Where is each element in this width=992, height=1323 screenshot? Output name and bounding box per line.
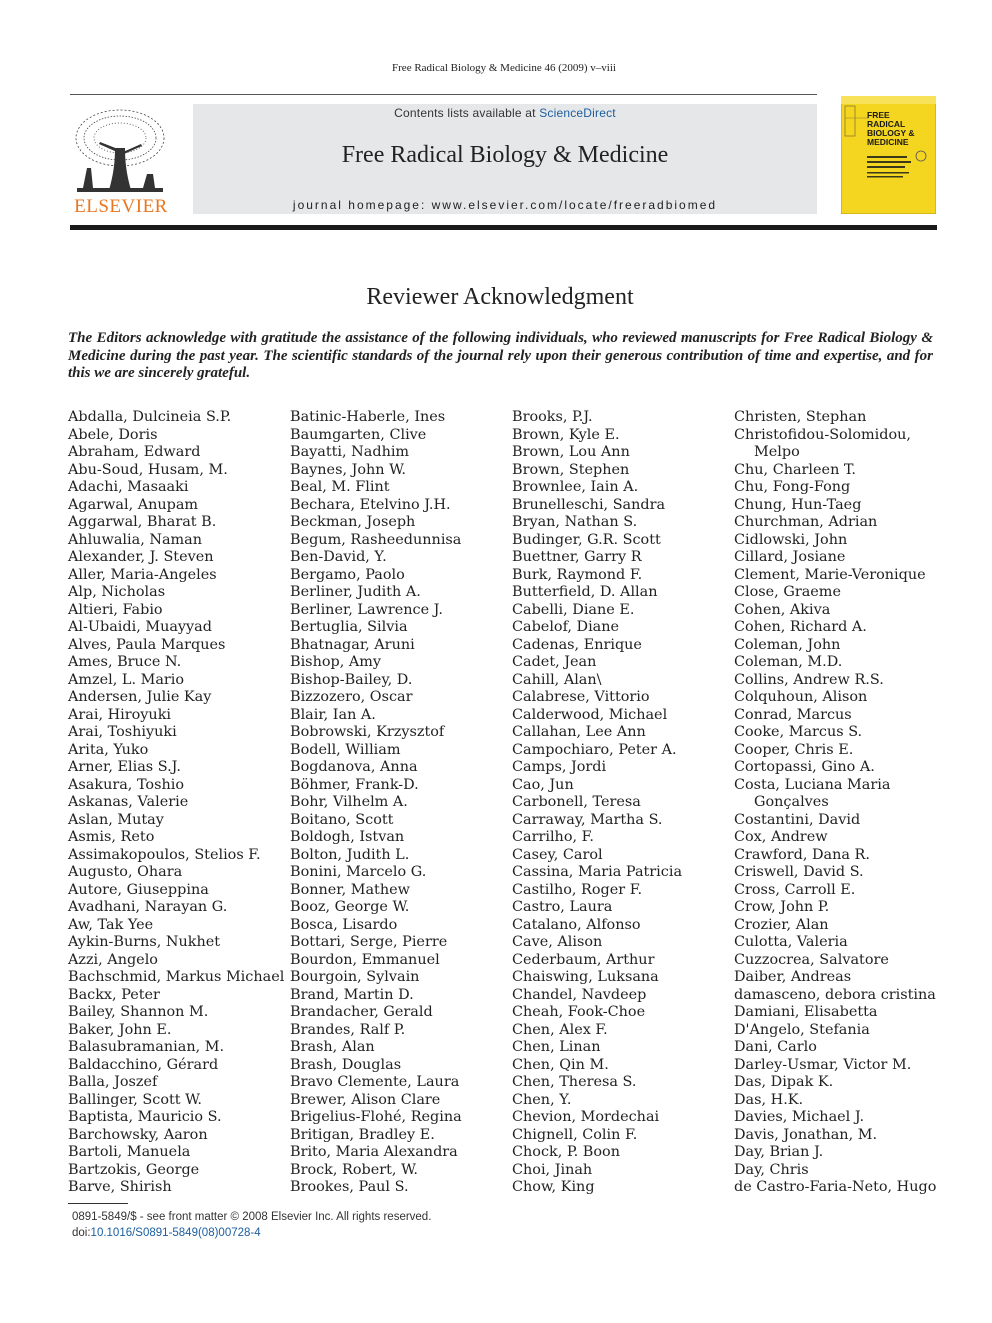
reviewer-name: Ahluwalia, Naman bbox=[68, 531, 203, 548]
reviewer-name: Brand, Martin D. bbox=[290, 986, 414, 1003]
reviewer-name: Callahan, Lee Ann bbox=[512, 724, 646, 740]
reviewer-name: D'Angelo, Stefania bbox=[734, 1021, 870, 1038]
reviewer-name: Baynes, John W. bbox=[290, 461, 406, 478]
reviewer-name: Christen, Stephan bbox=[734, 409, 867, 425]
reviewer-name: Baumgarten, Clive bbox=[290, 426, 427, 443]
reviewer-name: Asakura, Toshio bbox=[68, 776, 185, 793]
reviewer-name: Brooks, P.J. bbox=[512, 409, 593, 425]
reviewer-name: Cassina, Maria Patricia bbox=[512, 864, 683, 880]
reviewer-name: Assimakopoulos, Stelios F. bbox=[68, 846, 261, 863]
reviewer-name: Brown, Lou Ann bbox=[512, 444, 630, 460]
reviewer-name: Burk, Raymond F. bbox=[512, 566, 643, 583]
reviewer-name: Backx, Peter bbox=[68, 986, 160, 1003]
reviewer-name: Cillard, Josiane bbox=[734, 549, 846, 565]
reviewer-name: Chen, Theresa S. bbox=[512, 1074, 637, 1090]
reviewer-name: Bourgoin, Sylvain bbox=[290, 969, 420, 985]
reviewer-name: Alexander, J. Steven bbox=[68, 549, 214, 565]
reviewer-name: Brito, Maria Alexandra bbox=[290, 1144, 458, 1160]
reviewer-name: Bishop, Amy bbox=[290, 654, 382, 670]
reviewer-name: Avadhani, Narayan G. bbox=[68, 899, 228, 915]
reviewer-name: Cahill, Alan\ bbox=[512, 671, 602, 688]
contents-line bbox=[193, 106, 817, 120]
reviewer-name: Ballinger, Scott W. bbox=[68, 1091, 202, 1108]
reviewer-name: Baldacchino, Gérard bbox=[68, 1056, 219, 1073]
reviewer-name: Al-Ubaidi, Muayyad bbox=[68, 619, 212, 635]
reviewer-name: damasceno, debora cristina bbox=[734, 986, 936, 1003]
reviewer-name: Choi, Jinah bbox=[512, 1161, 593, 1178]
reviewer-name: Bravo Clemente, Laura bbox=[290, 1074, 460, 1090]
reviewer-name: Aw, Tak Yee bbox=[68, 916, 154, 933]
reviewer-name: Booz, George W. bbox=[290, 899, 410, 915]
reviewer-name: Ames, Bruce N. bbox=[68, 654, 182, 670]
reviewer-name: Bonini, Marcelo G. bbox=[290, 864, 427, 880]
reviewer-name: Balla, Joszef bbox=[68, 1074, 158, 1090]
journal-cover-thumbnail bbox=[841, 96, 936, 214]
reviewer-name: Gonçalves bbox=[754, 794, 829, 810]
reviewer-name: Aslan, Mutay bbox=[68, 811, 164, 828]
reviewer-name: Berliner, Lawrence J. bbox=[290, 601, 443, 618]
reviewer-name: Conrad, Marcus bbox=[734, 706, 852, 723]
copyright-line: 0891-5849/$ - see front matter © 2008 Elsevier Inc. All rights reserved. bbox=[72, 1211, 432, 1223]
reviewer-name: Davis, Jonathan, M. bbox=[734, 1126, 878, 1143]
reviewer-name: Brock, Robert, W. bbox=[290, 1161, 418, 1178]
doi-link[interactable]: 10.1016/S0891-5849(08)00728-4 bbox=[90, 1227, 261, 1239]
reviewer-name: Chu, Charleen T. bbox=[734, 461, 856, 478]
reviewer-name: Arita, Yuko bbox=[68, 741, 149, 758]
journal-title: Free Radical Biology & Medicine bbox=[341, 142, 669, 168]
reviewer-name: Brownlee, Iain A. bbox=[512, 479, 639, 495]
reviewer-name: Agarwal, Anupam bbox=[68, 496, 199, 513]
reviewer-name: Bonner, Mathew bbox=[290, 881, 410, 898]
reviewer-name: Böhmer, Frank-D. bbox=[290, 776, 419, 793]
reviewer-name: Augusto, Ohara bbox=[68, 864, 183, 880]
reviewer-name: Chen, Qin M. bbox=[512, 1056, 609, 1073]
reviewer-name: Castilho, Roger F. bbox=[512, 881, 643, 898]
reviewer-name: Carrilho, F. bbox=[512, 829, 594, 845]
cover-title-line: BIOLOGY & bbox=[867, 128, 915, 138]
reviewer-name: Chen, Y. bbox=[512, 1091, 572, 1108]
reviewer-name: Day, Chris bbox=[734, 1161, 809, 1178]
reviewer-name: Budinger, G.R. Scott bbox=[512, 531, 661, 548]
reviewer-name: Cross, Carroll E. bbox=[734, 881, 856, 898]
reviewer-name: Brown, Stephen bbox=[512, 461, 630, 478]
reviewer-name: Bartzokis, George bbox=[68, 1161, 200, 1178]
reviewer-name: Abu-Soud, Husam, M. bbox=[68, 461, 228, 478]
reviewer-name: Brewer, Alison Clare bbox=[290, 1091, 441, 1108]
reviewer-name: Barchowsky, Aaron bbox=[68, 1126, 208, 1143]
reviewer-name: Cohen, Richard A. bbox=[734, 619, 867, 635]
reviewer-name: Chaiswing, Luksana bbox=[512, 969, 659, 985]
contents-prefix: Contents lists available at bbox=[394, 106, 540, 120]
reviewer-name: Brigelius-Flohé, Regina bbox=[290, 1109, 462, 1125]
reviewer-name: Dani, Carlo bbox=[734, 1039, 817, 1055]
reviewer-name: Chen, Alex F. bbox=[512, 1021, 608, 1038]
reviewer-name: Churchman, Adrian bbox=[734, 514, 878, 530]
reviewer-name: Bizzozero, Oscar bbox=[290, 689, 413, 705]
reviewer-name: Boldogh, Istvan bbox=[290, 829, 405, 845]
reviewer-name: Autore, Giuseppina bbox=[68, 881, 209, 898]
reviewer-name: Colquhoun, Alison bbox=[734, 689, 868, 705]
reviewer-name: Chu, Fong-Fong bbox=[734, 479, 851, 495]
reviewer-name: Bachschmid, Markus Michael bbox=[68, 969, 285, 985]
reviewer-name: Daiber, Andreas bbox=[734, 969, 852, 985]
header-rule bbox=[70, 94, 817, 95]
reviewer-name: Beckman, Joseph bbox=[290, 514, 416, 530]
reviewer-name: Britigan, Bradley E. bbox=[290, 1126, 435, 1143]
reviewer-name: Camps, Jordi bbox=[512, 759, 607, 775]
reviewer-name: Chignell, Colin F. bbox=[512, 1126, 638, 1143]
reviewer-name: Abraham, Edward bbox=[68, 444, 201, 460]
reviewer-name: Balasubramanian, M. bbox=[68, 1039, 225, 1055]
reviewer-name: Chen, Linan bbox=[512, 1039, 601, 1055]
reviewer-name: Brown, Kyle E. bbox=[512, 426, 620, 443]
reviewer-name: Arai, Toshiyuki bbox=[68, 724, 177, 740]
reviewer-name: Carbonell, Teresa bbox=[512, 794, 641, 810]
footer bbox=[72, 1209, 431, 1241]
reviewer-name: Das, Dipak K. bbox=[734, 1074, 834, 1090]
reviewer-name: Culotta, Valeria bbox=[734, 934, 848, 950]
reviewer-name: Alp, Nicholas bbox=[68, 584, 166, 600]
reviewer-name: Clement, Marie-Veronique bbox=[734, 566, 926, 583]
reviewer-name: Cidlowski, John bbox=[734, 531, 848, 548]
reviewer-name: Bohr, Vilhelm A. bbox=[290, 794, 408, 810]
reviewer-name: Calabrese, Vittorio bbox=[512, 689, 650, 705]
reviewer-name: Bolton, Judith L. bbox=[290, 846, 410, 863]
reviewer-name: Bryan, Nathan S. bbox=[512, 514, 638, 530]
reviewer-name: Christofidou-Solomidou, bbox=[734, 426, 911, 443]
reviewer-name: Chock, P. Boon bbox=[512, 1144, 620, 1160]
reviewer-name: Baker, John E. bbox=[68, 1021, 172, 1038]
reviewer-name: Damiani, Elisabetta bbox=[734, 1004, 878, 1020]
reviewer-name: Ben-David, Y. bbox=[290, 549, 387, 565]
reviewer-name: Alves, Paula Marques bbox=[68, 636, 226, 653]
reviewer-name: Amzel, L. Mario bbox=[68, 671, 185, 688]
reviewer-name: Abele, Doris bbox=[68, 426, 158, 443]
reviewer-name: de Castro-Faria-Neto, Hugo bbox=[734, 1179, 937, 1195]
reviewer-name: Buettner, Garry R bbox=[512, 549, 642, 565]
reviewer-name: Collins, Andrew R.S. bbox=[734, 671, 884, 688]
intro-paragraph: The Editors acknowledge with gratitude the assistance of the following individuals, who reviewed manuscripts for Free Radical Biology & Medicine during the past year. The scientific standards of the journal rely upon their generous contribution of time and expertise, and for this we are sincerely grateful. bbox=[68, 330, 933, 381]
reviewer-name: Day, Brian J. bbox=[734, 1144, 824, 1160]
doi-line bbox=[72, 1225, 431, 1241]
reviewer-name: Bergamo, Paolo bbox=[290, 566, 405, 583]
reviewer-name: Asmis, Reto bbox=[68, 829, 155, 845]
reviewer-name: Azzi, Angelo bbox=[68, 951, 158, 968]
reviewer-name: Calderwood, Michael bbox=[512, 706, 668, 723]
reviewer-name: Coleman, John bbox=[734, 636, 841, 653]
reviewer-name: Barve, Shirish bbox=[68, 1179, 172, 1195]
reviewer-name: Cox, Andrew bbox=[734, 829, 828, 845]
reviewer-name: Bayatti, Nadhim bbox=[290, 444, 410, 460]
reviewer-name: Bourdon, Emmanuel bbox=[290, 951, 440, 968]
header-thick-rule bbox=[70, 225, 937, 230]
reviewer-name: Darley-Usmar, Victor M. bbox=[734, 1056, 912, 1073]
reviewer-name: Batinic-Haberle, Ines bbox=[290, 409, 446, 425]
sciencedirect-link[interactable]: ScienceDirect bbox=[539, 106, 616, 120]
reviewer-name: Adachi, Masaaki bbox=[68, 479, 189, 495]
reviewer-name: Beal, M. Flint bbox=[290, 479, 390, 495]
reviewer-name: Cave, Alison bbox=[512, 934, 603, 950]
reviewer-name: Begum, Rasheedunnisa bbox=[290, 531, 462, 548]
elsevier-wordmark: ELSEVIER bbox=[74, 196, 168, 217]
reviewer-name: Cadet, Jean bbox=[512, 654, 597, 670]
reviewer-name: Chevion, Mordechai bbox=[512, 1109, 660, 1125]
reviewer-name: Cortopassi, Gino A. bbox=[734, 759, 875, 775]
reviewer-name: Boitano, Scott bbox=[290, 811, 394, 828]
footer-rule bbox=[68, 1203, 128, 1204]
reviewer-name: Arai, Hiroyuki bbox=[68, 706, 172, 723]
doi-prefix: doi: bbox=[72, 1227, 91, 1239]
reviewer-name: Andersen, Julie Kay bbox=[68, 689, 212, 705]
reviewer-name: Das, H.K. bbox=[734, 1091, 804, 1108]
reviewer-name: Baptista, Mauricio S. bbox=[68, 1109, 222, 1125]
reviewer-name: Cederbaum, Arthur bbox=[512, 951, 655, 968]
reviewer-name: Cadenas, Enrique bbox=[512, 636, 642, 653]
reviewer-name: Catalano, Alfonso bbox=[512, 916, 641, 933]
reviewer-name: Brookes, Paul S. bbox=[290, 1179, 409, 1195]
reviewer-name: Cheah, Fook-Choe bbox=[512, 1004, 646, 1020]
reviewer-name: Butterfield, D. Allan bbox=[512, 584, 658, 600]
reviewer-name: Bogdanova, Anna bbox=[290, 759, 418, 775]
cover-title-line: FREE bbox=[867, 110, 890, 120]
reviewer-name: Chow, King bbox=[512, 1179, 595, 1195]
reviewer-name: Askanas, Valerie bbox=[68, 794, 189, 810]
reviewer-name: Crawford, Dana R. bbox=[734, 846, 870, 863]
reviewer-name: Coleman, M.D. bbox=[734, 654, 843, 670]
reviewer-name: Chung, Hun-Taeg bbox=[734, 496, 862, 513]
reviewer-name: Brandacher, Gerald bbox=[290, 1004, 433, 1020]
reviewer-name: Aggarwal, Bharat B. bbox=[68, 514, 217, 530]
reviewer-name: Brash, Douglas bbox=[290, 1056, 402, 1073]
reviewer-name: Cohen, Akiva bbox=[734, 601, 831, 618]
reviewer-name: Chandel, Navdeep bbox=[512, 986, 647, 1003]
reviewer-name: Bodell, William bbox=[290, 741, 401, 758]
reviewer-column-4 bbox=[734, 409, 936, 1197]
reviewer-name: Close, Graeme bbox=[734, 584, 841, 600]
reviewer-name: Bottari, Serge, Pierre bbox=[290, 934, 448, 950]
running-head: Free Radical Biology & Medicine 46 (2009) v–viii bbox=[392, 62, 616, 74]
reviewer-name: Cooper, Chris E. bbox=[734, 741, 854, 758]
reviewer-name: Melpo bbox=[754, 444, 800, 460]
reviewer-column-2 bbox=[290, 409, 462, 1197]
reviewer-name: Crow, John P. bbox=[734, 899, 830, 915]
reviewer-name: Davies, Michael J. bbox=[734, 1109, 865, 1125]
reviewer-name: Bhatnagar, Aruni bbox=[290, 636, 415, 653]
reviewer-name: Criswell, David S. bbox=[734, 864, 864, 880]
reviewer-name: Bosca, Lisardo bbox=[290, 916, 398, 933]
reviewer-name: Brandes, Ralf P. bbox=[290, 1021, 406, 1038]
reviewer-name: Bishop-Bailey, D. bbox=[290, 671, 413, 688]
reviewer-name: Altieri, Fabio bbox=[68, 601, 163, 618]
reviewer-name: Casey, Carol bbox=[512, 846, 603, 863]
journal-homepage[interactable]: journal homepage: www.elsevier.com/locate/freeradbiomed bbox=[292, 198, 718, 212]
reviewer-name: Cabelli, Diane E. bbox=[512, 601, 635, 618]
cover-title-line: MEDICINE bbox=[867, 137, 909, 147]
page-title: Reviewer Acknowledgment bbox=[366, 284, 634, 310]
reviewer-name: Bertuglia, Silvia bbox=[290, 619, 408, 635]
reviewer-name: Abdalla, Dulcineia S.P. bbox=[68, 409, 232, 425]
reviewer-name: Cuzzocrea, Salvatore bbox=[734, 951, 889, 968]
reviewer-name: Castro, Laura bbox=[512, 899, 613, 915]
reviewer-name: Carraway, Martha S. bbox=[512, 811, 663, 828]
reviewer-name: Costa, Luciana Maria bbox=[734, 776, 891, 793]
reviewer-name: Cooke, Marcus S. bbox=[734, 724, 863, 740]
reviewer-name: Bailey, Shannon M. bbox=[68, 1004, 209, 1020]
reviewer-name: Costantini, David bbox=[734, 811, 861, 828]
reviewer-name: Bobrowski, Krzysztof bbox=[290, 724, 445, 740]
reviewer-name: Brunelleschi, Sandra bbox=[512, 496, 666, 513]
reviewer-name: Campochiaro, Peter A. bbox=[512, 741, 677, 758]
reviewer-name: Aykin-Burns, Nukhet bbox=[68, 934, 221, 950]
reviewer-name: Berliner, Judith A. bbox=[290, 584, 421, 600]
reviewer-name: Cabelof, Diane bbox=[512, 619, 620, 635]
reviewer-name: Cao, Jun bbox=[512, 776, 574, 793]
reviewer-name: Bartoli, Manuela bbox=[68, 1144, 191, 1160]
reviewer-column-1 bbox=[68, 409, 284, 1197]
reviewer-name: Bechara, Etelvino J.H. bbox=[290, 496, 451, 513]
reviewer-name: Crozier, Alan bbox=[734, 916, 829, 933]
reviewer-column-3 bbox=[512, 409, 682, 1197]
reviewer-name: Blair, Ian A. bbox=[290, 706, 376, 723]
cover-title-line: RADICAL bbox=[867, 119, 906, 129]
reviewer-name: Arner, Elias S.J. bbox=[68, 759, 181, 775]
reviewer-name: Brash, Alan bbox=[290, 1039, 375, 1055]
reviewer-name: Aller, Maria-Angeles bbox=[68, 566, 217, 583]
